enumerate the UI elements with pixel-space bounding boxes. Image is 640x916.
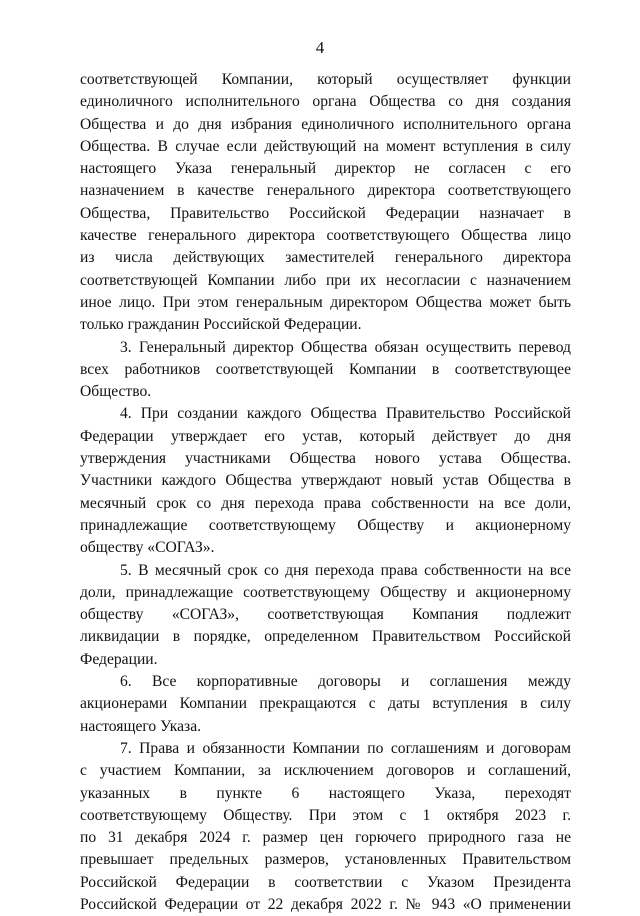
text-line: 4. При создании каждого Общества Правительство Российской (120, 405, 571, 423)
text-line: ликвидации в порядке, определенном Правительством Российской (80, 628, 571, 646)
text-line: назначением в качестве генерального директора соответствующего (80, 182, 571, 200)
text-line: акционерами Компании прекращаются с даты вступления в силу (80, 695, 571, 713)
text-line: принадлежащие соответствующему Обществу и акционерному (80, 516, 571, 534)
text-line: соответствующей Компании либо при их несогласии с назначением (80, 271, 571, 289)
text-line: 5. В месячный срок со дня перехода права собственности на все (120, 561, 571, 579)
text-line: Российской Федерации в соответствии с Указом Президента (80, 873, 571, 891)
text-line: из числа действующих заместителей генерального директора (80, 249, 571, 267)
text-line: 3. Генеральный директор Общества обязан осуществить перевод (120, 338, 571, 356)
text-line: утверждения участниками Общества нового устава Общества. (80, 450, 571, 468)
text-line: соответствующей Компании, который осуществляет функции (80, 71, 571, 88)
text-line: 7. Права и обязанности Компании по соглашениям и договорам (120, 739, 571, 757)
text-line: Общество. (80, 383, 152, 401)
text-line: Федерации. (80, 650, 158, 668)
text-line: настоящего Указа. (80, 717, 202, 735)
text-line: Федерации утверждает его устав, который действует до дня (80, 427, 571, 445)
text-line: настоящего Указа генеральный директор не согласен с его (80, 160, 571, 178)
text-line: указанных в пункте 6 настоящего Указа, переходят (80, 784, 571, 802)
text-line: с участием Компании, за исключением договоров и соглашений, (80, 762, 571, 780)
page-number: 4 (315, 38, 325, 57)
text-line: качестве генерального директора соответствующего Общества лицо (80, 227, 571, 245)
text-line: доли, принадлежащие соответствующему Обществу и акционерному (80, 583, 571, 601)
text-line: иное лицо. При этом генеральным директором Общества может быть (80, 293, 571, 311)
text-line: Общества, Правительство Российской Федерации назначает в (80, 204, 571, 222)
text-line: обществу «СОГАЗ», соответствующая Компания подлежит (80, 606, 571, 624)
text-line: всех работников соответствующей Компании в соответствующее (80, 360, 571, 378)
document-body (80, 69, 571, 916)
text-line: Общества. В случае если действующий на момент вступления в силу (80, 137, 571, 155)
text-line: только гражданин Российской Федерации. (80, 316, 362, 334)
text-line: превышает предельных размеров, установленных Правительством (80, 851, 571, 869)
text-line: по 31 декабря 2024 г. размер цен горючего природного газа не (80, 829, 571, 847)
text-line: 6. Все корпоративные договоры и соглашения между (120, 673, 571, 691)
text-line: обществу «СОГАЗ». (80, 539, 215, 557)
text-line: месячный срок со дня перехода права собственности на все доли, (80, 494, 571, 512)
text-line: соответствующему Обществу. При этом с 1 октября 2023 г. (80, 806, 571, 824)
text-line: Участники каждого Общества утверждают новый устав Общества в (80, 472, 571, 490)
text-line: Российской Федерации от 22 декабря 2022 г. № 943 «О применении (80, 895, 571, 913)
text-line: Общества и до дня избрания единоличного исполнительного органа (80, 115, 571, 133)
text-line: единоличного исполнительного органа Общества со дня создания (80, 93, 571, 111)
